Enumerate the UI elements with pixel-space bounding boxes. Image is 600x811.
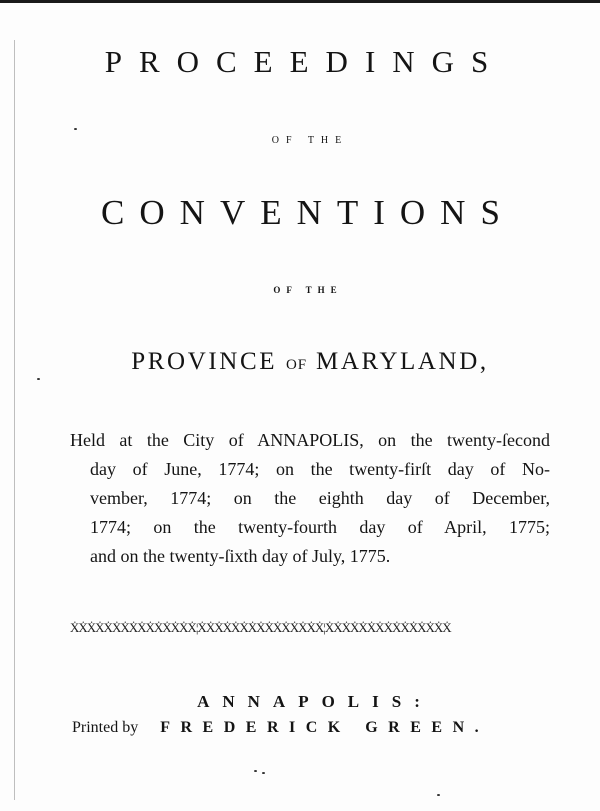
ink-speck — [254, 770, 257, 772]
left-margin-shadow — [14, 40, 15, 800]
sessions-description — [70, 426, 550, 571]
body-line-1: Held at the City of ANNAPOLIS, on the twenty-ſecond — [70, 430, 550, 450]
body-line-3: vember, 1774; on the eighth day of December, — [90, 488, 550, 508]
body-line-2: day of June, 1774; on the twenty-firſt day of No- — [90, 459, 550, 479]
imprint-printer-line — [72, 719, 552, 737]
title-maryland: MARYLAND, — [316, 348, 489, 375]
ink-speck — [262, 772, 265, 774]
connector-of-the-2: OF THE — [273, 285, 343, 295]
ornamental-divider: ẊẊẊẊẊẊẊẊẊẊẊẊẊẊẊ¦ẊẊẊẊẊẊẊẊẊẊẊẊẊẊẊ¦ẊẊẊẊẊẊẊẊẊẊẊẊẊẊẊ — [70, 620, 451, 635]
imprint-printer-name: FREDERICK GREEN. — [160, 719, 490, 736]
imprint-printed-by: Printed by — [72, 719, 139, 736]
top-border — [0, 0, 600, 3]
ink-speck — [74, 128, 77, 130]
title-conventions: CONVENTIONS — [101, 193, 515, 232]
body-line-4: 1774; on the twenty-fourth day of April, 1775; — [90, 517, 550, 537]
title-proceedings: PROCEEDINGS — [104, 44, 506, 79]
imprint-city: ANNAPOLIS: — [197, 692, 433, 711]
title-province-of-maryland — [0, 348, 600, 376]
ink-speck — [37, 378, 40, 380]
connector-of-the-1: OF THE — [271, 135, 349, 146]
title-of: OF — [285, 357, 308, 373]
body-line-5: and on the twenty-ſixth day of July, 1775. — [90, 546, 391, 566]
title-province: PROVINCE — [131, 348, 278, 375]
ink-speck — [437, 794, 440, 796]
